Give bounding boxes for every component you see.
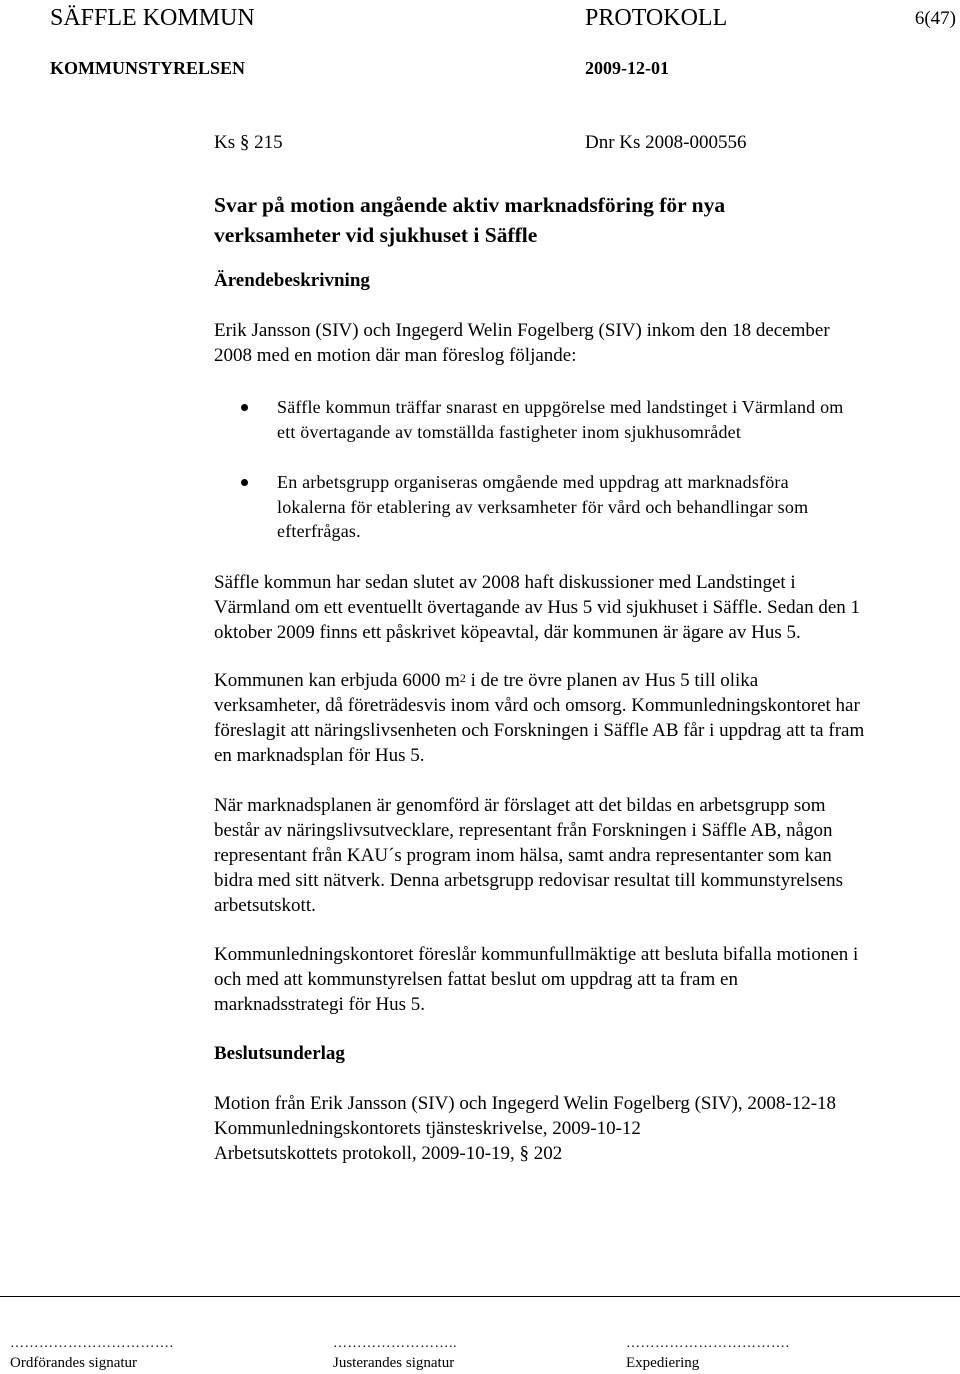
list-item: Motion från Erik Jansson (SIV) och Ingegerd Welin Fogelberg (SIV), 2008-12-18 — [214, 1093, 837, 1114]
list-item-line: En arbetsgrupp organiseras omgående med uppdrag att marknadsföra — [277, 472, 789, 492]
case-title-line: verksamheter vid sjukhuset i Säffle — [214, 223, 538, 247]
paragraph-line — [214, 668, 954, 693]
paragraph-line: bidra med sitt nätverk. Denna arbetsgrupp redovisar resultat till kommunstyrelsens — [214, 870, 843, 891]
board-name: KOMMUNSTYRELSEN — [50, 58, 246, 78]
case-title-line: Svar på motion angående aktiv marknadsföring för nya — [214, 193, 726, 217]
page-subheader — [0, 56, 960, 80]
paragraph-line: 2008 med en motion där man föreslog följande: — [214, 345, 577, 366]
paragraph-line: en marknadsplan för Hus 5. — [214, 745, 425, 766]
list-item-text — [277, 470, 947, 544]
paragraph-proposal — [214, 942, 954, 1017]
municipality-name: SÄFFLE KOMMUN — [50, 5, 255, 31]
paragraph-line: Värmland om ett eventuellt övertagande av Hus 5 vid sjukhuset i Säffle. Sedan den 1 — [214, 597, 861, 618]
page-number: 6(47) — [914, 8, 956, 29]
paragraph-working-group — [214, 793, 954, 918]
decision-basis-list — [214, 1091, 954, 1166]
list-item-line: ett övertagande av tomställda fastigheter inom sjukhusområdet — [277, 421, 742, 442]
paragraph-line: När marknadsplanen är genomförd är förslaget att det bildas en arbetsgrupp som — [214, 795, 826, 816]
adjuster-signature-label: Justerandes signatur — [333, 1355, 455, 1371]
page-header — [0, 4, 960, 32]
intro-paragraph — [214, 318, 954, 368]
signature-line-dispatch: ……………………………. — [626, 1336, 790, 1351]
paragraph-line: består av näringslivsutvecklare, representant från Forskningen i Säffle AB, någon — [214, 820, 833, 841]
list-item: Kommunledningskontorets tjänsteskrivelse, 2009-10-12 — [214, 1118, 641, 1139]
paragraph-negotiations — [214, 570, 954, 645]
case-paragraph-number: Ks § 215 — [214, 132, 283, 153]
list-item-line: Säffle kommun träffar snarast en uppgörelse med landstinget i Värmland om — [277, 397, 844, 417]
paragraph-line: arbetsutskott. — [214, 895, 316, 916]
superscript: 2 — [459, 671, 466, 685]
paragraph-line: Säffle kommun har sedan slutet av 2008 haft diskussioner med Landstinget i — [214, 572, 796, 593]
meeting-date: 2009-12-01 — [585, 58, 669, 78]
list-item-line: lokalerna för etablering av verksamheter för vård och behandlingar som — [277, 496, 809, 517]
paragraph-line: oktober 2009 finns ett påskrivet köpeavtal, där kommunen är ägare av Hus 5. — [214, 622, 801, 643]
paragraph-line: föreslagit att näringslivsenheten och Forskningen i Säffle AB får i uppdrag att ta fram — [214, 720, 865, 741]
bullet-icon — [241, 479, 248, 486]
chair-signature-label: Ordförandes signatur — [10, 1355, 138, 1371]
list-item-text — [277, 395, 947, 444]
section-heading-basis: Beslutsunderlag — [214, 1043, 345, 1064]
footer-divider — [0, 1296, 960, 1297]
document-type: PROTOKOLL — [585, 5, 728, 31]
paragraph-line: Erik Jansson (SIV) och Ingegerd Welin Fogelberg (SIV) inkom den 18 december — [214, 320, 830, 341]
paragraph-line: och med att kommunstyrelsen fattat beslut om uppdrag att ta fram en — [214, 969, 738, 990]
paragraph-offer — [214, 668, 954, 768]
case-row — [0, 130, 960, 156]
section-heading-description: Ärendebeskrivning — [214, 270, 370, 291]
list-item-line: efterfrågas. — [277, 521, 361, 541]
bullet-icon — [241, 404, 248, 411]
paragraph-line: Kommunledningskontoret föreslår kommunfullmäktige att besluta bifalla motionen i — [214, 944, 859, 965]
paragraph-line: marknadsstrategi för Hus 5. — [214, 994, 426, 1015]
paragraph-text: i de tre övre planen av Hus 5 till olika — [465, 670, 759, 691]
paragraph-line: representant från KAU´s program inom hälsa, samt andra representanter som kan — [214, 845, 832, 866]
list-item: Arbetsutskottets protokoll, 2009-10-19, § 202 — [214, 1143, 563, 1164]
signature-line-chair: ……………………………. — [10, 1336, 174, 1351]
dispatch-label: Expediering — [626, 1355, 700, 1371]
signature-line-adjuster: …………………….. — [333, 1336, 457, 1351]
diary-number: Dnr Ks 2008-000556 — [585, 132, 747, 153]
case-title — [214, 190, 954, 250]
paragraph-text: Kommunen kan erbjuda 6000 m — [214, 670, 460, 691]
paragraph-line: verksamheter, då företrädesvis inom vård och omsorg. Kommunledningskontoret har — [214, 695, 860, 716]
